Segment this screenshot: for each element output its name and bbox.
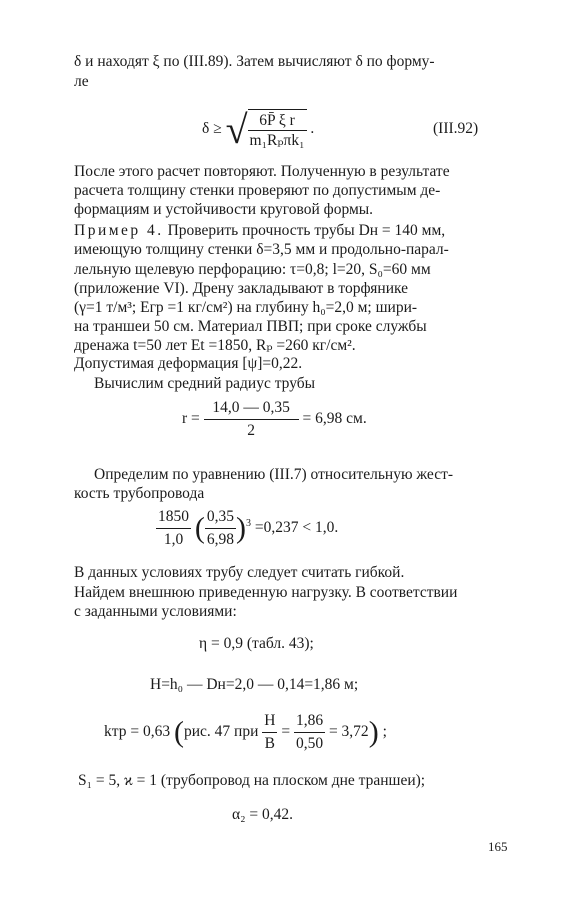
text-line: ле [74, 73, 89, 90]
text-line: Вычислим средний радиус трубы [94, 375, 316, 392]
formula-alpha: α₂ = 0,42. [232, 806, 294, 823]
formula-radius: r = $\frac{14,0 — 0,35}{2}$ = 6,98 см. [182, 399, 367, 439]
text-line: Допустимая деформация [ψ]=0,22. [74, 355, 303, 372]
text-line: лельную щелевую перфорацию: τ=0,8; l=20, S₀=60 мм [74, 261, 431, 278]
text-line: Найдем внешнюю приведенную нагрузку. В соответствии [74, 584, 458, 601]
text-line: имеющую толщину стенки δ=3,5 мм и продольно-парал- [74, 241, 449, 258]
equation-number: (III.92) [433, 120, 479, 137]
formula-s1: S₁ = 5, ϰ = 1 (трубопровод на плоском дне траншеи); [78, 772, 426, 789]
text-line: формациям и устойчивости круговой формы. [74, 201, 374, 218]
text-line: В данных условиях трубу следует считать гибкой. [74, 564, 405, 581]
formula-stiffness: $\frac{1850}{1,0}$ ( $\frac{0,35}{6,98}$ )$^3$ =0,237 < 1,0. [158, 508, 339, 548]
formula-depth: H=h₀ — Dн=2,0 — 0,14=1,86 м; [150, 676, 359, 693]
text-line: на траншеи 50 см. Материал ПВП; при сроке службы [74, 318, 427, 335]
text-line: (приложение VI). Дрену закладывают в торфянике [74, 280, 409, 297]
text-line: дренажа t=50 лет Et =1850, Rₚ =260 кг/см². [74, 337, 356, 354]
text-line: После этого расчет повторяют. Полученную в результате [74, 163, 450, 180]
text-line: кость трубопровода [74, 485, 205, 502]
text-line: с заданными условиями: [74, 603, 237, 620]
text-line: (γ=1 т/м³; Eгр =1 кг/см²) на глубину h₀=2,0 м; шири- [74, 299, 418, 316]
formula-k: kтр = 0,63 (рис. 47 при $\frac{H}{B}$ = $\frac{1,86}{0,50}$ = 3,72) ; [104, 712, 387, 752]
sqrt-sign: √ [225, 107, 248, 152]
formula-eta: η = 0,9 (табл. 43); [199, 635, 314, 652]
page-number: 165 [488, 839, 508, 854]
text-line: Пример 4. Проверить прочность трубы Dн = 140 мм, [74, 222, 446, 239]
text-line: Определим по уравнению (III.7) относительную жест- [94, 466, 454, 483]
text-line: δ и находят ξ по (III.89). Затем вычисляют δ по форму- [74, 53, 435, 70]
example-heading: Пример 4. [74, 222, 164, 239]
text-line: расчета толщину стенки проверяют по допустимым де- [74, 182, 441, 199]
formula-III92: δ ≥ √ $\frac{\text{6P̄ ξ r}}{\text{m₁Rₚπk₁}}$ . [202, 107, 315, 152]
